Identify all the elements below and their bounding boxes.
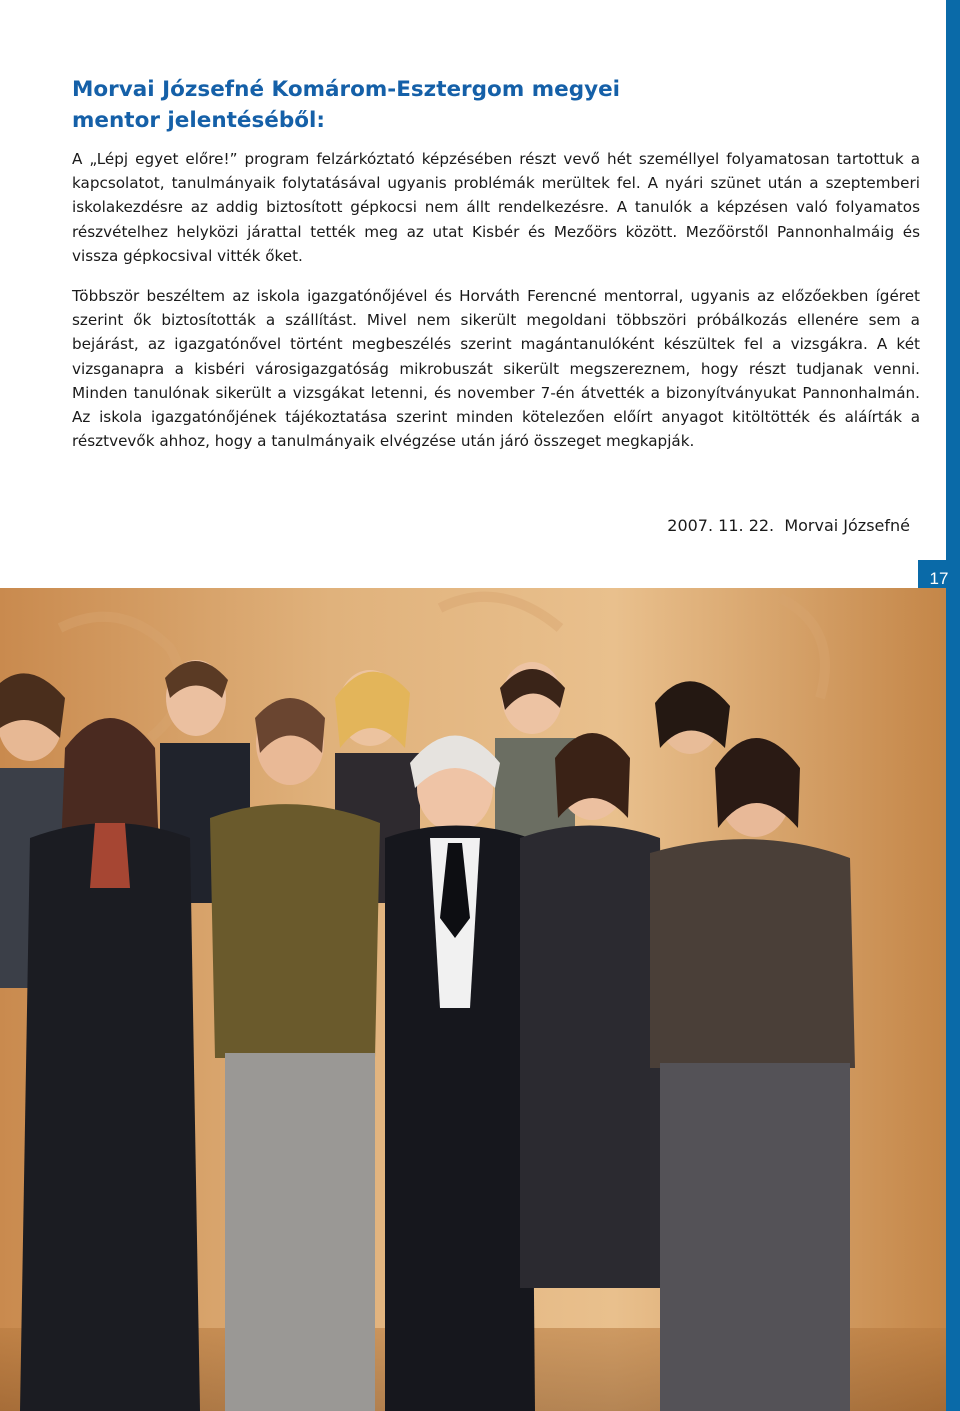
section-title-line-2: mentor jelentéséből: xyxy=(72,108,326,133)
report-body xyxy=(72,147,920,453)
section-title-line-1: Morvai Józsefné Komárom-Esztergom megyei xyxy=(72,77,621,102)
side-color-bar xyxy=(946,0,960,1411)
report-paragraph-1: A „Lépj egyet előre!” program felzárkóztató képzésében részt vevő hét személlyel folyamatosan tartottuk a kapcsolatot, tanulmányaik folytatásával ugyanis problémák merültek fel. A nyári szünet után a szeptemberi iskolakezdésre az addig biztosított gépkocsi nem állt rendelkezésre. A tanulók a képzésen való folyamatos részvételhez helyközi járattal tették meg az utat Kisbér és Mezőörs között. Mezőörstől Pannonhalmáig és vissza gépkocsival vitték őket. xyxy=(72,150,920,265)
signature-date: 2007. 11. 22. xyxy=(667,516,775,535)
signature-line xyxy=(667,516,910,535)
front-row-people xyxy=(20,698,855,1411)
section-title xyxy=(72,74,832,136)
page-number: 17 xyxy=(918,560,960,598)
group-photo xyxy=(0,588,946,1411)
signature-name: Morvai Józsefné xyxy=(784,516,910,535)
report-paragraph-2: Többször beszéltem az iskola igazgatónőjével és Horváth Ferencné mentorral, ugyanis az előzőekben ígéret szerint ők biztosították a szállítást. Mivel nem sikerült megoldani többszöri próbálkozás ellenére sem a bejárást, az igazgatónővel történt megbeszélés szerint magántanulóként készültek fel a vizsgákra. A két vizsganapra a kisbéri városigazgatóság mikrobuszát sikerült megszereznem, hogy részt tudjanak venni. Minden tanulónak sikerült a vizsgákat letenni, és november 7-én átvették a bizonyítványukat Pannonhalmán. Az iskola igazgatónőjének tájékoztatása szerint minden kötelezően előírt anyagot kitöltötték és aláírták a résztvevők ahhoz, hogy a tanulmányaik elvégzése után járó összeget megkapják. xyxy=(72,287,920,451)
